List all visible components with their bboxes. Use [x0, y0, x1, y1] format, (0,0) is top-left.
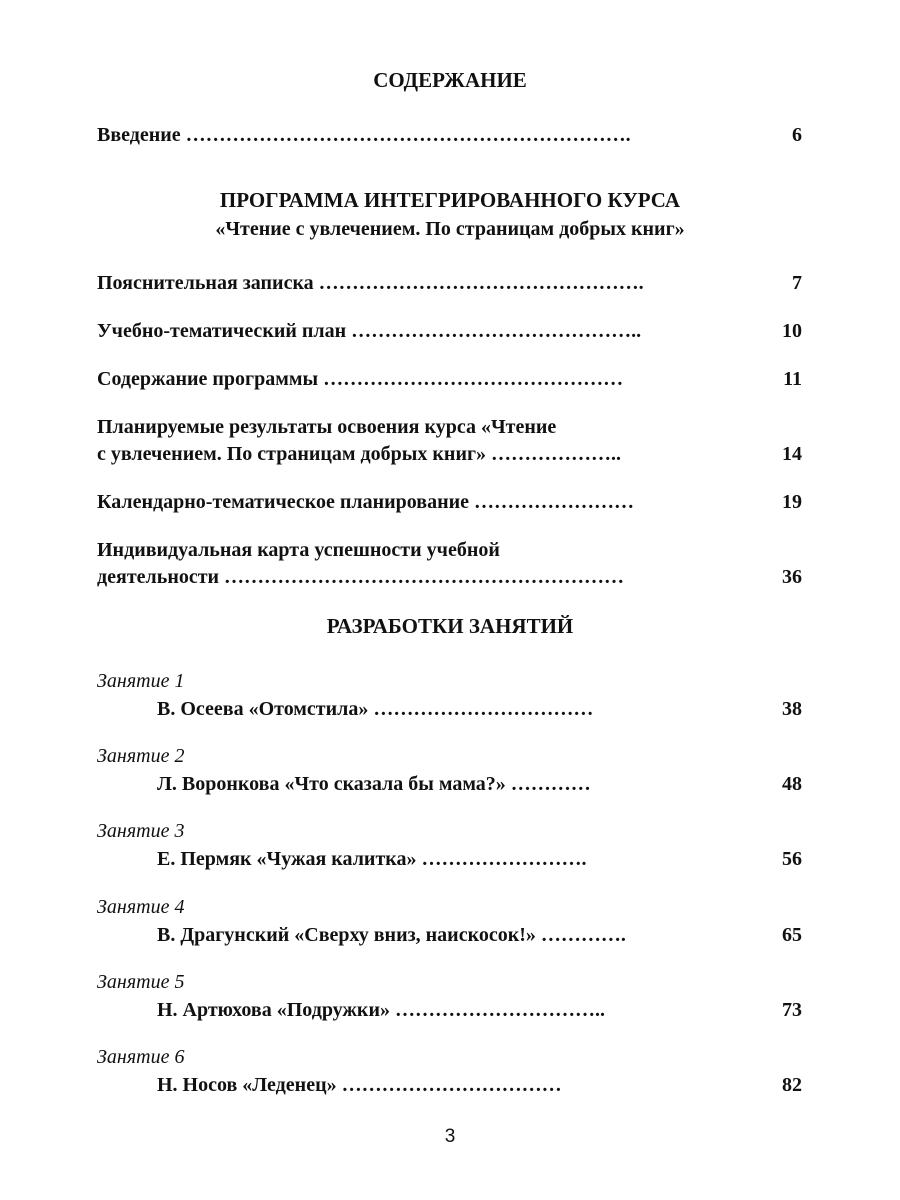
- toc-entry: Содержание программы ………………………………………: [97, 368, 624, 390]
- toc-entry: Календарно-тематическое планирование ……………………: [97, 491, 635, 513]
- toc-entry: Учебно-тематический план ……………………………………..: [97, 320, 642, 342]
- program-title: ПРОГРАММА ИНТЕГРИРОВАННОГО КУРСА: [219, 188, 681, 212]
- lesson-page-number: 73: [782, 999, 802, 1021]
- lesson-label: Занятие 5: [97, 971, 185, 993]
- lesson-label: Занятие 6: [97, 1046, 185, 1068]
- toc-page-intro: 6: [792, 124, 802, 146]
- toc-heading: СОДЕРЖАНИЕ: [373, 68, 527, 92]
- toc-entry: деятельности ……………………………………………………: [97, 566, 625, 588]
- lesson-title: Е. Пермяк «Чужая калитка» …………………….: [157, 848, 587, 870]
- toc-entry: Планируемые результаты освоения курса «Чтение: [97, 416, 557, 438]
- lesson-title: Н. Артюхова «Подружки» …………………………..: [157, 999, 605, 1021]
- page-number: 3: [444, 1126, 456, 1147]
- lesson-page-number: 48: [782, 773, 802, 795]
- toc-entry: с увлечением. По страницам добрых книг» ………………..: [97, 443, 622, 465]
- toc-page-number: 7: [792, 272, 802, 294]
- toc-entry-intro: Введение ………………………………………………………….: [97, 124, 631, 146]
- toc-page-number: 11: [783, 368, 802, 390]
- lesson-label: Занятие 3: [97, 820, 185, 842]
- lesson-page-number: 38: [782, 698, 802, 720]
- toc-page-number: 36: [782, 566, 802, 588]
- lesson-title: В. Осеева «Отомстила» ……………………………: [157, 698, 594, 720]
- lessons-heading: РАЗРАБОТКИ ЗАНЯТИЙ: [326, 614, 574, 638]
- toc-page-number: 19: [782, 491, 802, 513]
- toc-entry: Пояснительная записка ………………………………………….: [97, 272, 644, 294]
- toc-entry: Индивидуальная карта успешности учебной: [97, 539, 500, 561]
- lesson-title: В. Драгунский «Сверху вниз, наискосок!» ………….: [157, 924, 626, 946]
- toc-page-number: 10: [782, 320, 802, 342]
- lesson-label: Занятие 2: [97, 745, 185, 767]
- toc-page-number: 14: [782, 443, 802, 465]
- lesson-page-number: 82: [782, 1074, 802, 1096]
- lesson-label: Занятие 4: [97, 896, 185, 918]
- lesson-page-number: 56: [782, 848, 802, 870]
- lesson-label: Занятие 1: [97, 670, 185, 692]
- lesson-page-number: 65: [782, 924, 802, 946]
- lesson-title: Н. Носов «Леденец» ……………………………: [157, 1074, 562, 1096]
- lesson-title: Л. Воронкова «Что сказала бы мама?» …………: [157, 773, 591, 795]
- program-subtitle: «Чтение с увлечением. По страницам добрых книг»: [215, 218, 685, 240]
